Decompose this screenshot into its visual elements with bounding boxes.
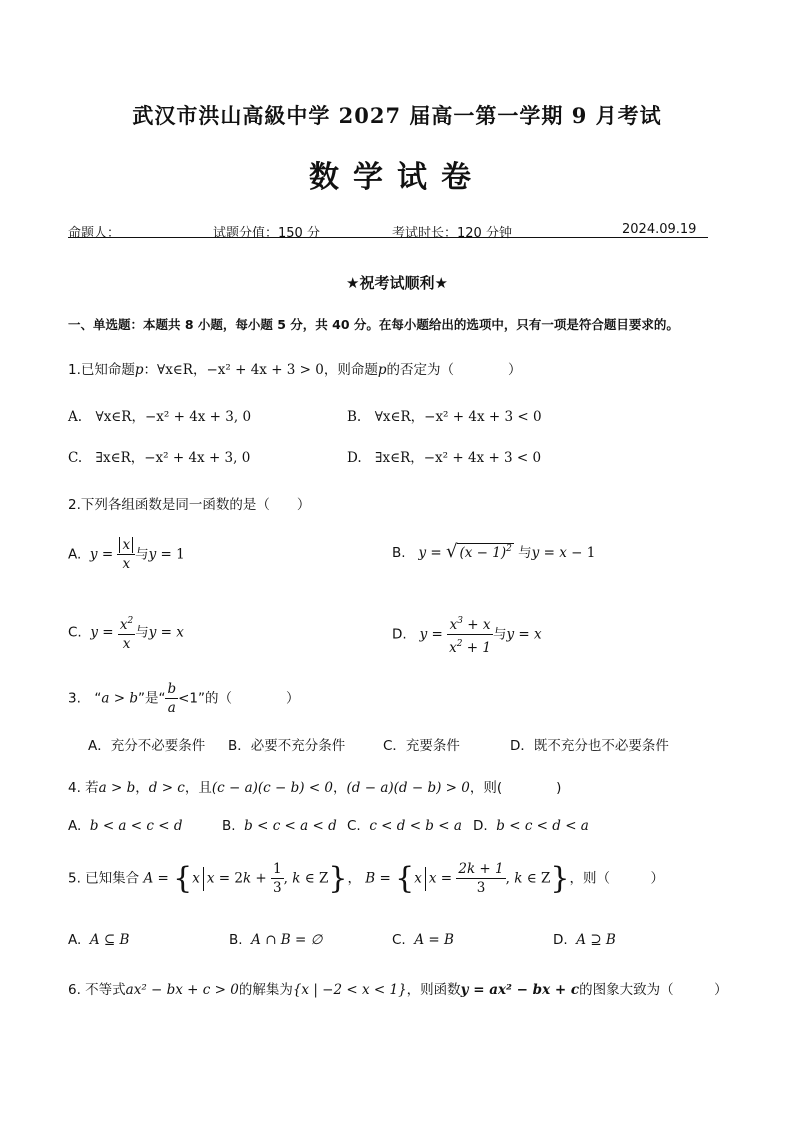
question-3-stem: 3. “a > b”是“ $\frac{b}{a}$ <1”的（ ） bbox=[68, 681, 300, 716]
question-4-stem: 4. 若a > b，d > c，且(c − a)(c − b) < 0，(d − a)(d − b) > 0，则( ) bbox=[68, 780, 562, 796]
exam-date: 2024.09.19 bbox=[622, 222, 697, 237]
question-1-option-a: A. ∀x∈R，−x² + 4x + 3, 0 bbox=[68, 409, 252, 425]
question-3-option-a: A．充分不必要条件 bbox=[88, 738, 206, 754]
question-3-option-c: C．充要条件 bbox=[383, 738, 460, 754]
question-5-stem: 5. 已知集合 A = {x x = 2k + $\frac{1}{3}$ , k ∈ Z}， B = {x x = $\frac{2k + 1}{3}$ , k ∈ Z}，则（ ） bbox=[68, 861, 664, 896]
question-4-option-b: B. b < c < a < d bbox=[222, 818, 337, 834]
blessing-text: ★祝考试顺利★ bbox=[346, 274, 448, 292]
question-1-stem: 1.已知命题p：∀x∈R，−x² + 4x + 3 > 0，则命题p的否定为（ ） bbox=[68, 362, 522, 378]
question-4-option-d: D. b < c < d < a bbox=[473, 818, 589, 834]
question-5-option-d: D. A ⊇ B bbox=[553, 932, 616, 948]
question-2-option-b: B. y = √ $(x - 1)^2$ 与y = x − 1 bbox=[392, 541, 596, 562]
header-divider bbox=[68, 237, 708, 238]
duration-label: 考试时长：120 分钟 bbox=[392, 226, 512, 241]
subject-title: 数学试卷 bbox=[309, 160, 485, 195]
question-2-option-c: C. y = $\frac{x^2}{x}$ 与y = x bbox=[68, 612, 184, 653]
question-4-option-c: C. c < d < b < a bbox=[347, 818, 462, 834]
score-label: 试题分值：150 分 bbox=[213, 226, 320, 241]
question-5-option-a: A. A ⊆ B bbox=[68, 932, 130, 948]
question-5-option-c: C. A = B bbox=[392, 932, 454, 948]
question-3-option-b: B．必要不充分条件 bbox=[228, 738, 346, 754]
section-heading: 一、单选题：本题共 8 小题，每小题 5 分，共 40 分。在每小题给出的选项中，只有一项是符合题目要求的。 bbox=[68, 317, 679, 332]
question-4-option-a: A. b < a < c < d bbox=[68, 818, 183, 834]
question-1-option-c: C. ∃x∈R，−x² + 4x + 3, 0 bbox=[68, 450, 251, 466]
author-label: 命题人： bbox=[68, 226, 121, 241]
question-3-option-d: D．既不充分也不必要条件 bbox=[510, 738, 669, 754]
question-2-option-a: A. y = $\frac{x}{x}$ 与y = 1 bbox=[68, 537, 185, 572]
question-5-option-b: B. A ∩ B = ∅ bbox=[229, 932, 323, 948]
question-1-option-b: B. ∀x∈R，−x² + 4x + 3 < 0 bbox=[347, 409, 542, 425]
question-6-stem: 6. 不等式ax² − bx + c > 0的解集为{x | −2 < x < 1}，则函数y = ax² − bx + c的图象大致为（ ） bbox=[68, 982, 728, 998]
question-1-option-d: D. ∃x∈R，−x² + 4x + 3 < 0 bbox=[347, 450, 542, 466]
exam-title: 武汉市洪山高級中学 2027 届高一第一学期 9 月考试 bbox=[132, 103, 662, 128]
question-2-stem: 2.下列各组函数是同一函数的是（ ） bbox=[68, 497, 311, 513]
question-2-option-d: D. y = $\frac{x^3 + x}{x^2 + 1}$ 与y = x bbox=[392, 612, 542, 657]
